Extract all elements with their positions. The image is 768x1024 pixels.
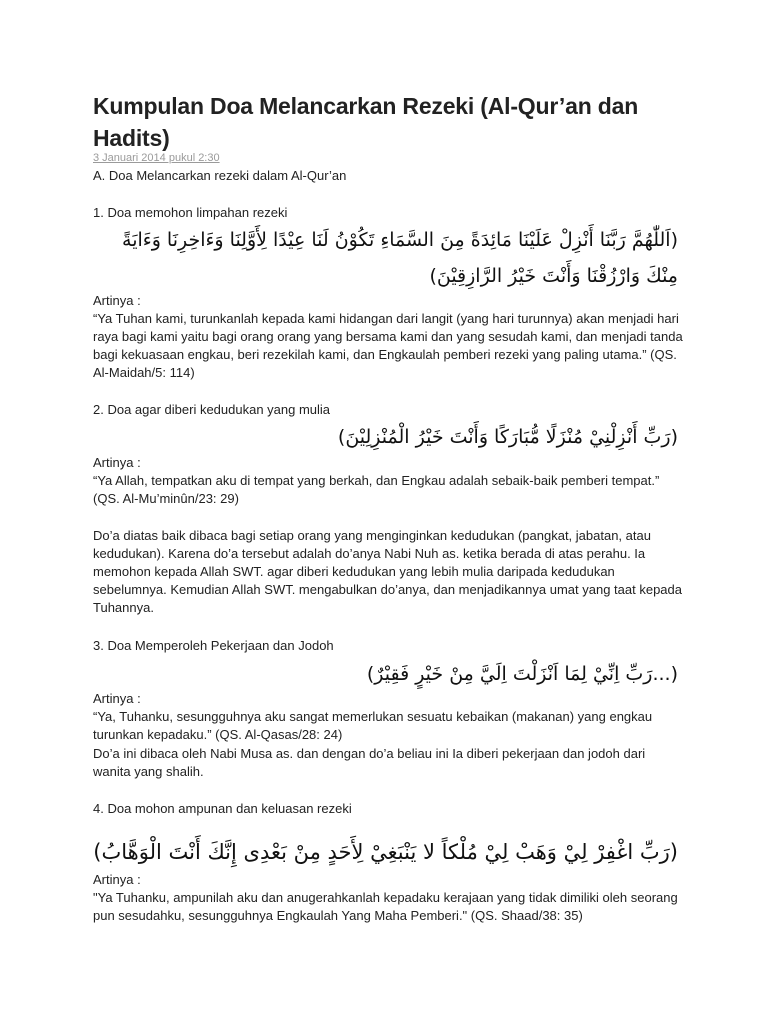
doa3-heading: 3. Doa Memperoleh Pekerjaan dan Jodoh xyxy=(93,638,334,653)
doa2-translation: “Ya Allah, tempatkan aku di tempat yang berkah, dan Engkau adalah sebaik-baik pemberi tempat.” (QS. Al-Mu’minûn/23: 29) xyxy=(93,473,660,506)
doa2-heading: 2. Doa agar diberi kedudukan yang mulia xyxy=(93,402,331,417)
doa1-arabic: (اَللّٰهُمَّ رَبَّنَا أَنْزِلْ عَلَيْنَا مَائِدَةً مِنَ السَّمَاءِ تَكُوْنُ لَنَا عِيْدًا لِأَوَّلِنَا وَءَاخِرِنَا وَءَايَةً مِنْكَ وَارْزُقْنَا وَأَنْتَ خَيْرُ الرَّازِقِيْنَ) xyxy=(122,229,678,287)
post-date-link[interactable]: 3 Januari 2014 pukul 2:30 xyxy=(93,152,220,164)
post-title: Kumpulan Doa Melancarkan Rezeki (Al-Qur’an dan Hadits) xyxy=(93,93,639,151)
doa4-artinya-label: Artinya : xyxy=(93,872,141,887)
doa4-arabic: (رَبِّ اغْفِرْ لِيْ وَهَبْ لِيْ مُلْكاً لا يَنْبَغِيْ لِأَحَدٍ مِنْ بَعْدِى إِنَّكَ أَنْتَ الْوَهَّابُ) xyxy=(93,840,678,864)
doa1-artinya-label: Artinya : xyxy=(93,293,141,308)
doa2-artinya-label: Artinya : xyxy=(93,455,141,470)
doa1-heading: 1. Doa memohon limpahan rezeki xyxy=(93,205,288,220)
doa1-translation: “Ya Tuhan kami, turunkanlah kepada kami hidangan dari langit (yang hari turunnya) akan menjadi hari raya bagi kami yaitu bagi orang orang yang bersama kami dan yang sesudah kami, dan menjadi tanda bagi kekuasaan engkau, beri rezekilah kami, dan Engkaulah pemberi rezeki yang paling utama.” (QS. Al-Maidah/5: 114) xyxy=(93,311,683,380)
doa2-arabic: (رَبِّ أَنْزِلْنِيْ مُنْزَلًا مُّبَارَكًا وَأَنْتَ خَيْرُ الْمُنْزِلِيْنَ) xyxy=(337,426,678,448)
doa3-artinya-label: Artinya : xyxy=(93,691,141,706)
doa2-note: Do’a diatas baik dibaca bagi setiap orang yang menginginkan kedudukan (pangkat, jabatan, atau kedudukan). Karena do’a tersebut adalah do’anya Nabi Nuh as. ketika berada di atas perahu. Ia memohon kepada Allah SWT. agar diberi kedudukan yang lebih mulia daripada kedudukan sebelumnya. Kemudian Allah SWT. mengabulkan do’anya, dan menjadikannya umat yang taat kepada Tuhannya. xyxy=(93,528,682,615)
doa3-translation: “Ya, Tuhanku, sesungguhnya aku sangat memerlukan sesuatu kebaikan (makanan) yang engkau turunkan kepadaku.” (QS. Al-Qasas/28: 24) xyxy=(93,709,653,742)
doa4-translation: "Ya Tuhanku, ampunilah aku dan anugerahkanlah kepadaku kerajaan yang tidak dimiliki oleh seorang pun sesudahku, sesungguhnya Engkaulah Yang Maha Pemberi." (QS. Shaad/38: 35) xyxy=(93,890,678,923)
doa4-heading: 4. Doa mohon ampunan dan keluasan rezeki xyxy=(93,801,352,816)
doa3-arabic: (...رَبِّ اِنِّيْ لِمَا اَنْزَلْتَ اِلَيَّ مِنْ خَيْرٍ فَقِيْرٌ) xyxy=(366,663,678,685)
section-a-heading: A. Doa Melancarkan rezeki dalam Al-Qur’an xyxy=(93,168,347,183)
doa3-note: Do’a ini dibaca oleh Nabi Musa as. dan dengan do’a beliau ini Ia diberi pekerjaan dan jodoh dari wanita yang shalih. xyxy=(93,746,646,779)
